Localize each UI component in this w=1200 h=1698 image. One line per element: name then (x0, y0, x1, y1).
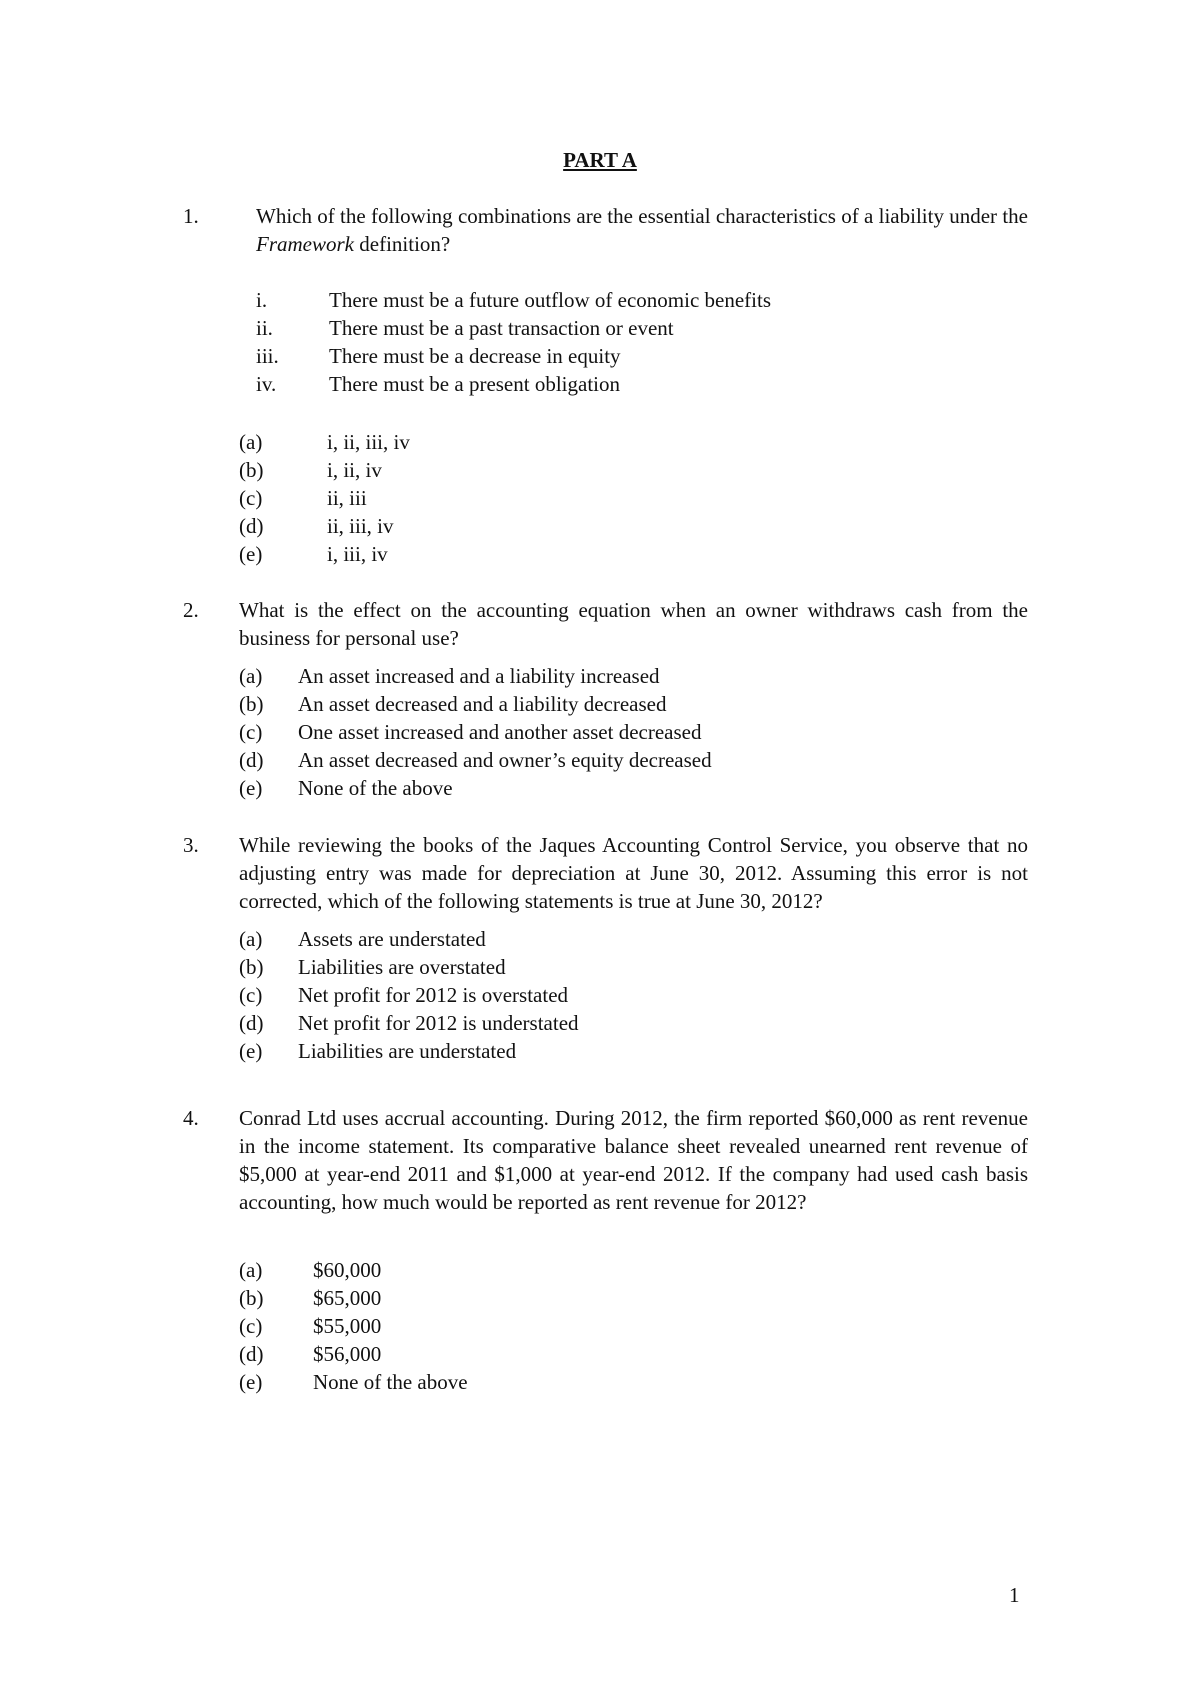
option-label: (d) (239, 748, 264, 772)
option-text: Liabilities are overstated (298, 955, 506, 979)
question-number: 3. (183, 833, 199, 857)
option-text: ii, iii, iv (327, 514, 394, 538)
option-label: (e) (239, 542, 263, 566)
option-text: i, ii, iv (327, 458, 382, 482)
question-number: 2. (183, 598, 199, 622)
option-label: (e) (239, 1039, 263, 1063)
statement-text: There must be a past transaction or event (329, 316, 674, 340)
option-label: (d) (239, 514, 264, 538)
option-label: (c) (239, 486, 263, 510)
option-text: An asset increased and a liability increased (298, 664, 660, 688)
question-text: Conrad Ltd uses accrual accounting. During 2012, the firm reported $60,000 as rent revenue in the income statement. Its comparative balance sheet revealed unearned rent revenue of $5,000 at year-end 2011 and $1,000 at year-end 2012. If the company had used cash basis accounting, how much would be reported as rent revenue for 2012? (239, 1106, 1028, 1214)
option-label: (a) (239, 1258, 263, 1282)
option-label: (b) (239, 458, 264, 482)
page-number: 1 (1009, 1583, 1020, 1607)
option-text: An asset decreased and a liability decreased (298, 692, 667, 716)
option-label: (d) (239, 1011, 264, 1035)
option-text: Net profit for 2012 is overstated (298, 983, 569, 1007)
page-title: PART A (563, 148, 637, 172)
option-text: ii, iii (327, 486, 367, 510)
option-text: i, iii, iv (327, 542, 388, 566)
option-text: None of the above (298, 776, 453, 800)
statement-label: iv. (256, 372, 277, 396)
question-text: Which of the following combinations are the essential characteristics of a liability under the Framework definition? (256, 204, 1028, 256)
option-text: None of the above (313, 1370, 468, 1394)
option-text: $55,000 (313, 1314, 382, 1338)
option-label: (a) (239, 927, 263, 951)
question-number: 4. (183, 1106, 199, 1130)
statement-label: ii. (256, 316, 273, 340)
statement-text: There must be a future outflow of economic benefits (329, 288, 772, 312)
option-label: (b) (239, 955, 264, 979)
statement-label: iii. (256, 344, 279, 368)
option-text: Assets are understated (298, 927, 486, 951)
statement-label: i. (256, 288, 268, 312)
question-text: What is the effect on the accounting equation when an owner withdraws cash from the business for personal use? (239, 598, 1028, 650)
statement-text: There must be a decrease in equity (329, 344, 621, 368)
option-label: (e) (239, 1370, 263, 1394)
option-text: $65,000 (313, 1286, 382, 1310)
option-text: One asset increased and another asset decreased (298, 720, 702, 744)
statement-text: There must be a present obligation (329, 372, 620, 396)
option-label: (b) (239, 692, 264, 716)
option-label: (e) (239, 776, 263, 800)
option-text: Net profit for 2012 is understated (298, 1011, 579, 1035)
option-text: i, ii, iii, iv (327, 430, 410, 454)
option-label: (c) (239, 983, 263, 1007)
option-label: (b) (239, 1286, 264, 1310)
option-text: $56,000 (313, 1342, 382, 1366)
option-text: $60,000 (313, 1258, 382, 1282)
question-number: 1. (183, 204, 199, 228)
framework-term: Framework (256, 232, 354, 256)
option-label: (a) (239, 430, 263, 454)
option-text: Liabilities are understated (298, 1039, 517, 1063)
question-text: While reviewing the books of the Jaques Accounting Control Service, you observe that no adjusting entry was made for depreciation at June 30, 2012. Assuming this error is not corrected, which of the following statements is true at June 30, 2012? (239, 833, 1028, 913)
option-text: An asset decreased and owner’s equity decreased (298, 748, 712, 772)
option-label: (d) (239, 1342, 264, 1366)
option-label: (c) (239, 1314, 263, 1338)
option-label: (c) (239, 720, 263, 744)
option-label: (a) (239, 664, 263, 688)
